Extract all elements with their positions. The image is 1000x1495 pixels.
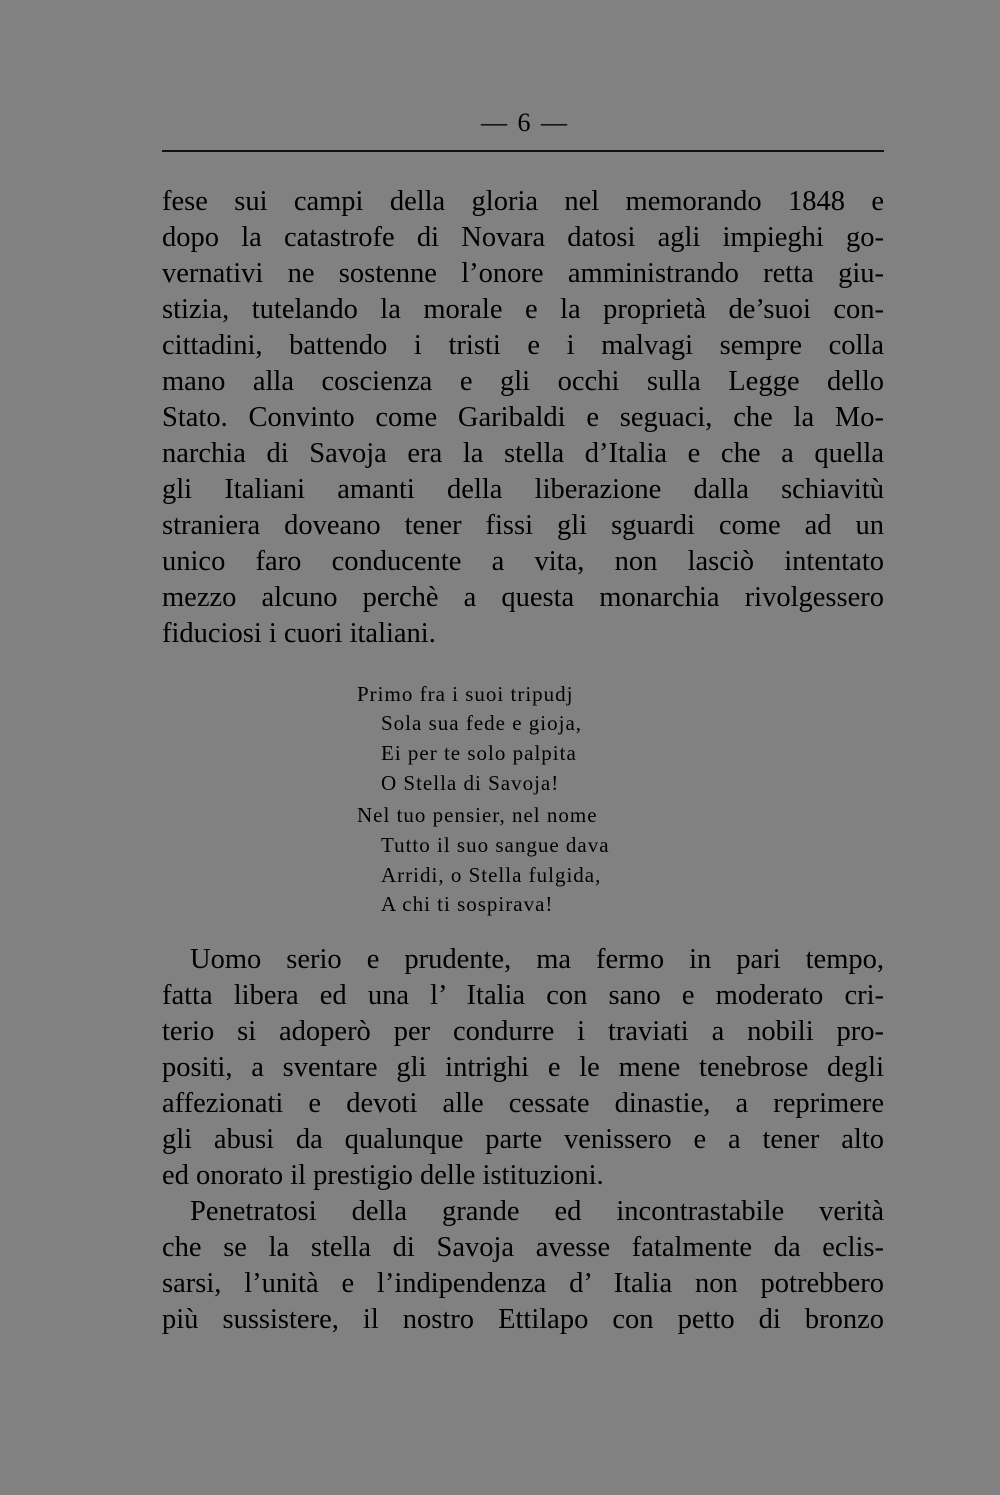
text-line: unico faro conducente a vita, non lasciò intentato (162, 546, 884, 577)
text-line: Stato. Convinto come Garibaldi e seguaci, che la Mo- (162, 402, 884, 433)
text-line: terio si adoperò per condurre i traviati a nobili pro- (162, 1016, 884, 1047)
text-line: mano alla coscienza e gli occhi sulla Legge dello (162, 366, 884, 397)
poem-line: Ei per te solo palpita (381, 741, 577, 765)
text-line: affezionati e devoti alle cessate dinastie, a reprimere (162, 1088, 884, 1119)
text-line: sarsi, l’unità e l’indipendenza d’ Italia non potrebbero (162, 1268, 884, 1299)
text-line: fiduciosi i cuori italiani. (162, 618, 436, 649)
text-line: vernativi ne sostenne l’onore amministrando retta giu- (162, 258, 884, 289)
text-line: stizia, tutelando la morale e la proprietà de’suoi con- (162, 294, 884, 325)
text-line: mezzo alcuno perchè a questa monarchia rivolgessero (162, 582, 884, 613)
text-line: che se la stella di Savoja avesse fatalmente da eclis- (162, 1232, 884, 1263)
text-line: gli Italiani amanti della liberazione dalla schiavitù (162, 474, 884, 505)
poem-line: A chi ti sospirava! (381, 892, 554, 916)
poem-line: Nel tuo pensier, nel nome (357, 803, 598, 827)
text-line: gli abusi da qualunque parte venissero e a tener alto (162, 1124, 884, 1155)
text-line: Penetratosi della grande ed incontrastabile verità (190, 1196, 884, 1227)
poem-line: Sola sua fede e gioja, (381, 711, 583, 735)
poem-line: Arridi, o Stella fulgida, (381, 863, 602, 887)
text-line: positi, a sventare gli intrighi e le mene tenebrose degli (162, 1052, 884, 1083)
text-line: ed onorato il prestigio delle istituzioni. (162, 1160, 604, 1191)
header-rule (162, 150, 884, 152)
text-line: cittadini, battendo i tristi e i malvagi sempre colla (162, 330, 884, 361)
poem-line: Primo fra i suoi tripudj (357, 682, 574, 706)
text-line: narchia di Savoja era la stella d’Italia e che a quella (162, 438, 884, 469)
poem-line: Tutto il suo sangue dava (381, 833, 610, 857)
page-number: — 6 — (481, 108, 569, 137)
text-line: fese sui campi della gloria nel memorando 1848 e (162, 186, 884, 217)
poem-line: O Stella di Savoja! (381, 771, 560, 795)
text-line: Uomo serio e prudente, ma fermo in pari tempo, (190, 944, 884, 975)
text-line: dopo la catastrofe di Novara datosi agli impieghi go- (162, 222, 884, 253)
text-line: straniera doveano tener fissi gli sguardi come ad un (162, 510, 884, 541)
text-line: più sussistere, il nostro Ettilapo con petto di bronzo (162, 1304, 884, 1335)
text-line: fatta libera ed una l’ Italia con sano e moderato cri- (162, 980, 884, 1011)
